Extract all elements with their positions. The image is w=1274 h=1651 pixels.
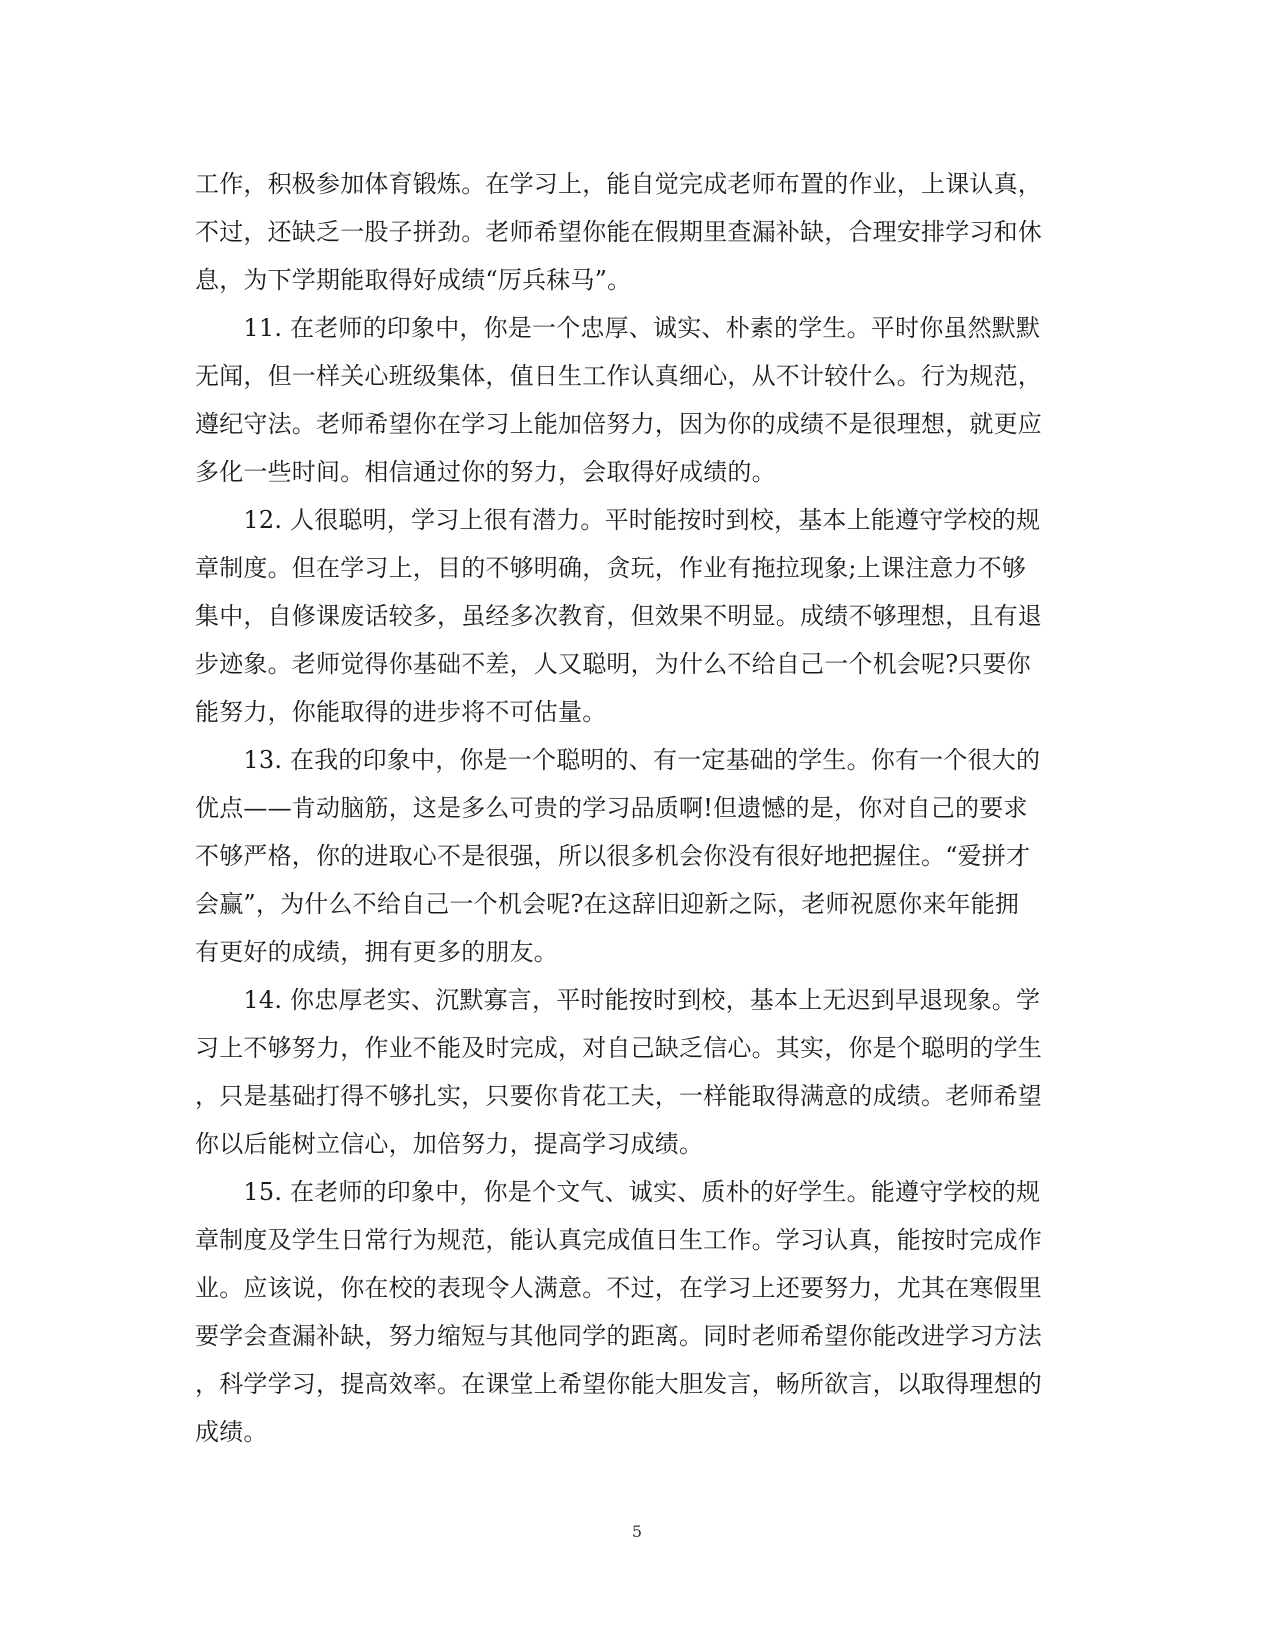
text-line: 不过，还缺乏一股子拼劲。老师希望你能在假期里查漏补缺，合理安排学习和休 (195, 218, 1042, 246)
text-line: ，只是基础打得不够扎实，只要你肯花工夫，一样能取得满意的成绩。老师希望 (195, 1082, 1042, 1110)
text-line: 无闻，但一样关心班级集体，值日生工作认真细心，从不计较什么。行为规范， (195, 362, 1042, 390)
text-line: 12. 人很聪明，学习上很有潜力。平时能按时到校，基本上能遵守学校的规 (195, 506, 1041, 534)
text-line: 要学会查漏补缺，努力缩短与其他同学的距离。同时老师希望你能改进学习方法 (195, 1322, 1042, 1350)
text-line: 优点——肯动脑筋，这是多么可贵的学习品质啊!但遗憾的是，你对自己的要求 (195, 794, 1028, 822)
text-line: 14. 你忠厚老实、沉默寡言，平时能按时到校，基本上无迟到早退现象。学 (195, 986, 1041, 1014)
text-line: 你以后能树立信心，加倍努力，提高学习成绩。 (195, 1130, 704, 1158)
text-line: ，科学学习，提高效率。在课堂上希望你能大胆发言，畅所欲言，以取得理想的 (195, 1370, 1042, 1398)
text-line: 多化一些时间。相信通过你的努力，会取得好成绩的。 (195, 458, 776, 486)
text-line: 习上不够努力，作业不能及时完成，对自己缺乏信心。其实，你是个聪明的学生 (195, 1034, 1042, 1062)
page-number: 5 (631, 1522, 643, 1541)
text-line: 成绩。 (195, 1418, 268, 1446)
text-line: 有更好的成绩，拥有更多的朋友。 (195, 938, 558, 966)
text-line: 章制度。但在学习上，目的不够明确，贪玩，作业有拖拉现象;上课注意力不够 (195, 554, 1027, 582)
text-line: 能努力，你能取得的进步将不可估量。 (195, 698, 607, 726)
text-line: 集中，自修课废话较多，虽经多次教育，但效果不明显。成绩不够理想，且有退 (195, 602, 1042, 630)
document-body (195, 160, 1075, 1456)
text-line: 业。应该说，你在校的表现令人满意。不过，在学习上还要努力，尤其在寒假里 (195, 1274, 1042, 1302)
text-line: 工作，积极参加体育锻炼。在学习上，能自觉完成老师布置的作业，上课认真， (195, 170, 1042, 198)
text-line: 遵纪守法。老师希望你在学习上能加倍努力，因为你的成绩不是很理想，就更应 (195, 410, 1042, 438)
text-line: 13. 在我的印象中，你是一个聪明的、有一定基础的学生。你有一个很大的 (195, 746, 1041, 774)
text-line: 15. 在老师的印象中，你是个文气、诚实、质朴的好学生。能遵守学校的规 (195, 1178, 1041, 1206)
text-line: 步迹象。老师觉得你基础不差，人又聪明，为什么不给自己一个机会呢?只要你 (195, 650, 1031, 678)
text-line: 章制度及学生日常行为规范，能认真完成值日生工作。学习认真，能按时完成作 (195, 1226, 1042, 1254)
text-line: 不够严格，你的进取心不是很强，所以很多机会你没有很好地把握住。“爱拼才 (195, 842, 1031, 870)
text-line: 会赢”，为什么不给自己一个机会呢?在这辞旧迎新之际，老师祝愿你来年能拥 (195, 890, 1020, 918)
text-line: 11. 在老师的印象中，你是一个忠厚、诚实、朴素的学生。平时你虽然默默 (195, 314, 1041, 342)
text-line: 息，为下学期能取得好成绩“厉兵秣马”。 (195, 266, 632, 294)
